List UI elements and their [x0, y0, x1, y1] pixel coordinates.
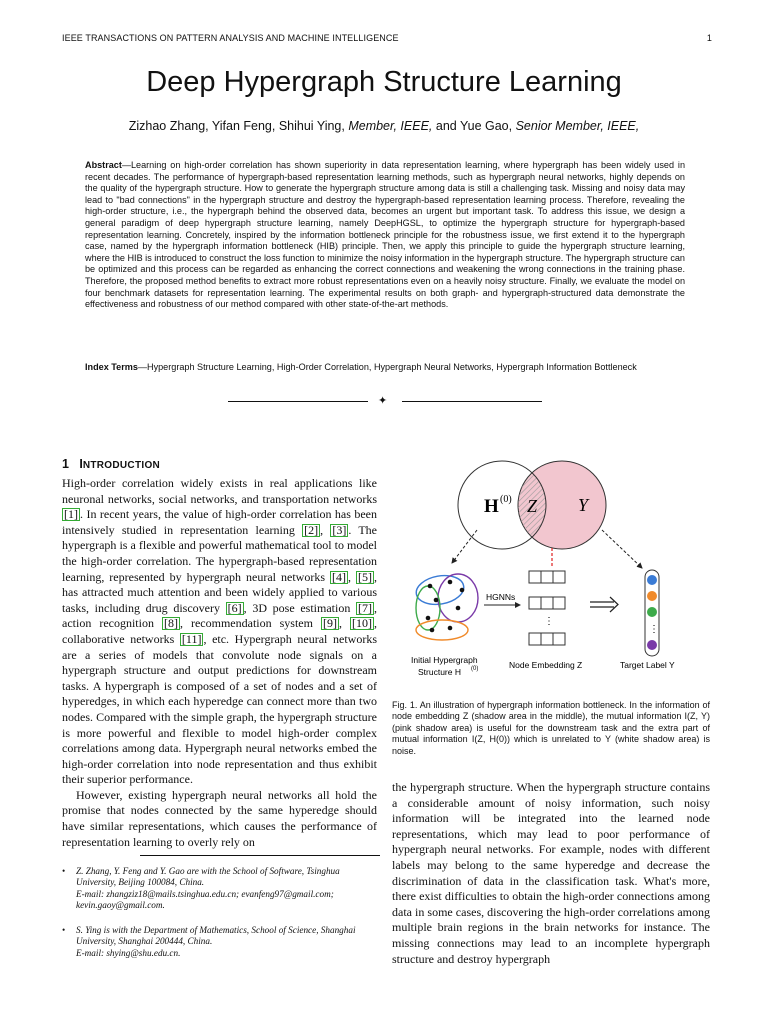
divider-diamond-icon: ✦: [378, 395, 388, 407]
svg-text:⋮: ⋮: [649, 624, 659, 635]
index-terms-text: —Hypergraph Structure Learning, High-Order Correlation, Hypergraph Neural Networks, Hypergraph Information Bottleneck: [137, 362, 637, 372]
hgnn-label: HGNNs: [486, 592, 516, 602]
node-embedding-stack: [529, 571, 565, 645]
section-number: 1: [62, 457, 69, 471]
svg-text:Structure H: Structure H: [418, 667, 461, 677]
svg-text:⋮: ⋮: [544, 616, 554, 627]
body-left-column: [62, 476, 377, 850]
label-node-embedding: Node Embedding Z: [509, 660, 583, 670]
journal-name: IEEE TRANSACTIONS ON PATTERN ANALYSIS AND MACHINE INTELLIGENCE: [62, 33, 399, 43]
venn-label-h: H: [484, 496, 499, 517]
paper-title: Deep Hypergraph Structure Learning: [146, 66, 622, 98]
abstract: [85, 160, 685, 311]
index-terms-label: Index Terms: [85, 362, 138, 372]
svg-text:(0): (0): [471, 666, 479, 672]
abstract-text: —Learning on high-order correlation has shown superiority in data representation learning, where hypergraph has been widely used in recent decades. The performance of hypergraph-based representation learning methods, such as hypergraph neural networks, highly depends on the quality of the hypergraph structure. How to generate the hypergraph structure among data is still a challenging task. Missing and noisy data may lead to "bad connections" in the hypergraph structure and destroy the hypergraph-based representation learning process. Therefore, revealing the high-order structure, i.e., the hypergraph behind the observed data, becomes an urgent but important task. To address this issue, we design a general paradigm of deep hypergraph structure learning, namely DeepHGSL, to optimize the hypergraph structure for hypergraph-based representation learning. Concretely, inspired by the information bottleneck principle for the robustness issue, we first extend it to the hypergraph case, named by the hypergraph information bottleneck (HIB) principle. Then, we apply this principle to guide the hypergraph structure learning, where the HIB is introduced to construct the loss function to minimize the noisy information in the hypergraph structure. The hypergraph structure can be optimized and this process can be regarded as enhancing the correct connections and weakening the wrong connections in the training phase. Therefore, the proposed method benefits to extract more robust representations even on a heavily noisy structure. Finally, we evaluate the model on four benchmark datasets for representation learning. The experimental results on both graph- and hypergraph-structured data demonstrate the effectiveness and robustness of our method compared with other state-of-the-art methods.: [85, 160, 685, 310]
index-terms: [85, 362, 685, 374]
citation-link[interactable]: [2]: [304, 522, 319, 537]
right-paragraph-1: the hypergraph structure. When the hypergraph structure contains a considerable amount of noisy information, such noisy information will be integrated into the learned node representations, which may lead to poor performance of hypergraph neural networks. For example, nodes with different labels may belong to the same hyperedge and decrease the discrimination of data in the classification task. What's more, there exist difficulties to obtain the high-order connections among data in some cases, discovering the high-order correlations among multiple brain regions in the brain networks for instance. The missing connections may lead to an incomplete hypergraph structure and destroy hypergraph: [392, 780, 710, 966]
citation-link[interactable]: [11]: [181, 631, 202, 646]
section-title-rest: NTRODUCTION: [82, 460, 161, 471]
author-role-1: Member, IEEE,: [348, 119, 433, 133]
footnote-affiliation-2: • S. Ying is with the Department of Mathematics, School of Science, Shanghai University, Shanghai 200444, China. E-mail: shying@shu.edu.cn.: [62, 925, 356, 958]
label-initial-hypergraph: Initial Hypergraph: [411, 655, 478, 665]
venn-label-y: Y: [578, 495, 589, 515]
figure-hypergraph-bottleneck: [392, 458, 710, 690]
intro-paragraph-2: However, existing hypergraph neural networks all hold the promise that nodes connected by the same hyperedge should have similar representations, which causes the performance of representation learning to overly rely on: [62, 787, 377, 849]
abstract-label: Abstract: [85, 160, 122, 170]
footnote-affiliation-1: • Z. Zhang, Y. Feng and Y. Gao are with the School of Software, Tsinghua University, Beijing 100084, China. E-mail: zhangziz18@mails.tsinghua.edu.cn; evanfeng97@gmail.com; kevin.gaoy@gmail.com.: [62, 866, 340, 911]
citation-link[interactable]: [3]: [332, 522, 347, 537]
label-target: Target Label Y: [620, 660, 675, 670]
intro-paragraph-1: High-order correlation widely exists in real applications like neuronal networks, social networks, and transportation networks [1] . In recent years, the value of high-order correlation has been intensively studied in representation learning [2] , [3] . The hypergraph is a flexible and powerful mathematical tool to model the high-order correlation. The hypergraph-based representation learning, represented by hypergraph neural networks [4] , [5] , has attracted much attention and been widely applied to various tasks, including drug discovery [6] , 3D pose estimation [7] , action recognition [8] , recommendation system [9] , [10] , collaborative networks [11] , etc. Hypergraph neural networks are a series of models that convolute node signals on a hypergraph structure and output predictions for downstream tasks. A hypergraph is composed of a set of nodes and a set of hyperedges, in which each hyperedge can connect more than two nodes. Compared with the simple graph, the hypergraph structure is more powerful and flexible to model high-order complex correlations among data. Hypergraph neural networks embed the high-order correlation into node representation and thus exhibit their superior performance.: [62, 476, 377, 787]
running-head: [62, 33, 712, 43]
section-divider: [228, 395, 542, 407]
authors: [0, 119, 768, 133]
footnote-rule: [140, 855, 380, 856]
citation-link[interactable]: [6]: [227, 600, 242, 615]
initial-hypergraph-diagram: [414, 572, 478, 640]
citation-link[interactable]: [4]: [332, 569, 346, 584]
author-names-2: and Yue Gao,: [432, 119, 516, 133]
figure-caption: Fig. 1. An illustration of hypergraph information bottleneck. In the information of node embedding Z (shadow area in the middle), the mutual information I(Z, Y) (pink shadow area) is useful for the downstream task and the extra part of mutual information I(Z, H(0)) which is unrelated to Y (white shadow area) is noise.: [392, 700, 710, 756]
citation-link[interactable]: [9]: [322, 616, 337, 631]
citation-link[interactable]: [8]: [163, 616, 178, 631]
page-number: 1: [706, 33, 712, 43]
citation-link[interactable]: [7]: [358, 600, 372, 615]
citation-link[interactable]: [10]: [352, 616, 372, 631]
svg-text:(0): (0): [500, 494, 512, 505]
body-right-column: [392, 780, 710, 967]
citation-link[interactable]: [5]: [358, 569, 372, 584]
venn-label-z: Z: [527, 496, 538, 516]
author-names-1: Zizhao Zhang, Yifan Feng, Shihui Ying,: [128, 119, 349, 133]
author-role-2: Senior Member, IEEE,: [515, 119, 640, 133]
section-first-letter: I: [79, 457, 83, 471]
citation-link[interactable]: [1]: [64, 507, 78, 522]
section-heading: [62, 457, 160, 471]
